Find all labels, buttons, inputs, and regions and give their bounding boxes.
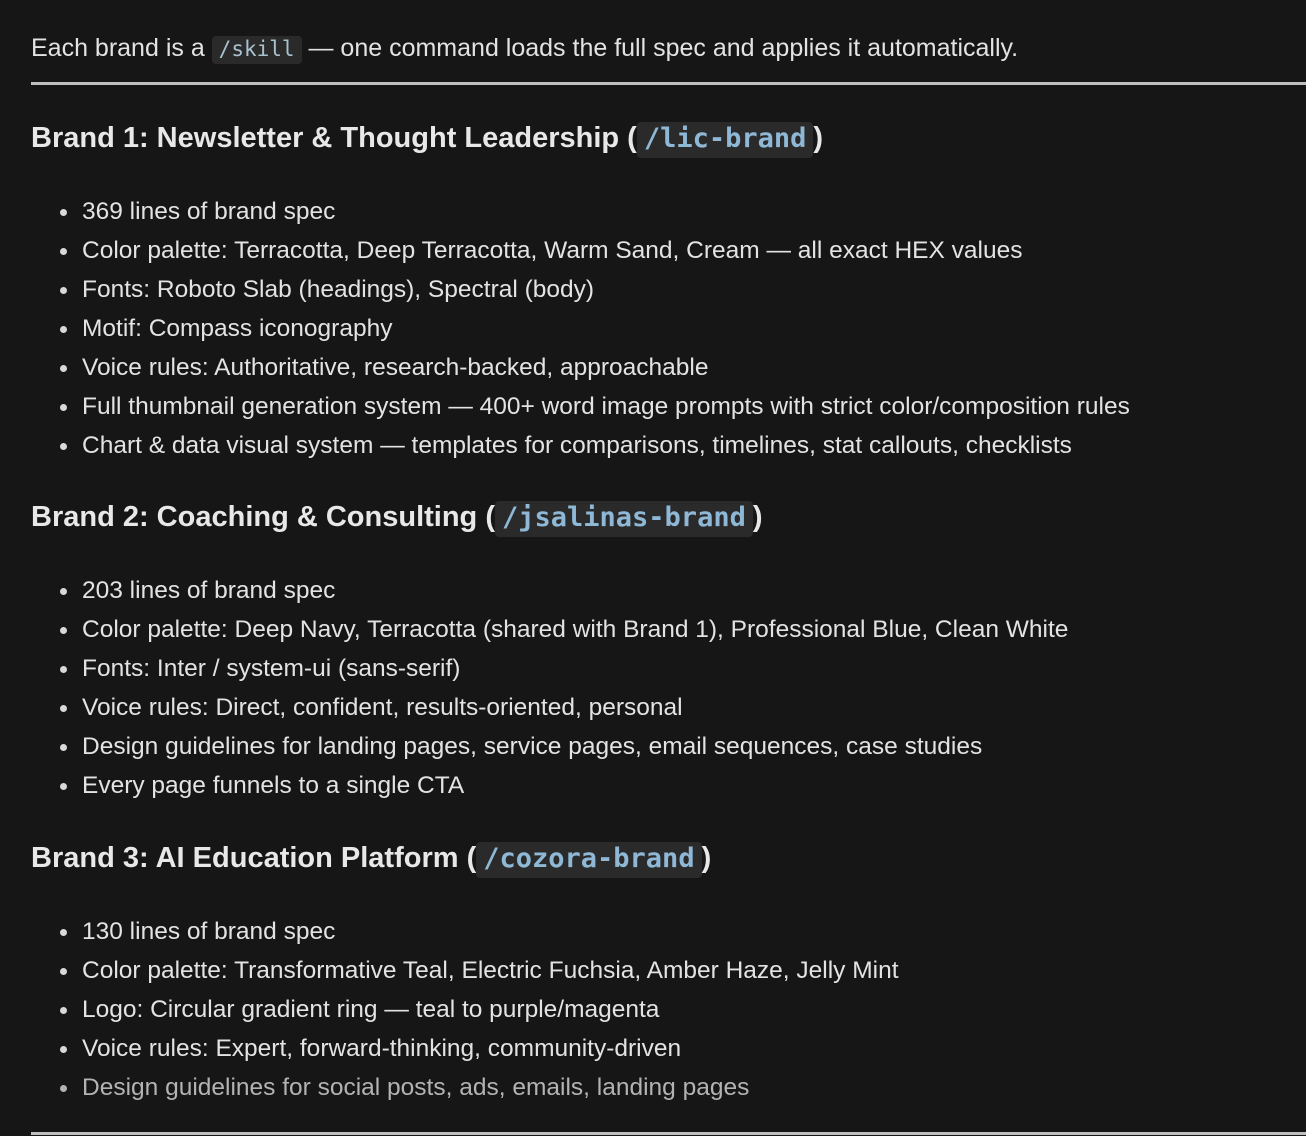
brand-2-section xyxy=(31,497,1306,805)
list-item: Design guidelines for social posts, ads, emails, landing pages xyxy=(31,1068,1306,1107)
list-item: Voice rules: Authoritative, research-backed, approachable xyxy=(31,348,1306,387)
list-item: Color palette: Deep Navy, Terracotta (shared with Brand 1), Professional Blue, Clean White xyxy=(31,610,1306,649)
list-item: Voice rules: Direct, confident, results-oriented, personal xyxy=(31,688,1306,727)
list-item: Voice rules: Expert, forward-thinking, community-driven xyxy=(31,1029,1306,1068)
brand-1-command-code: /lic-brand xyxy=(637,122,814,158)
brand-1-section xyxy=(31,118,1306,465)
list-item: 130 lines of brand spec xyxy=(31,912,1306,951)
brand-3-heading-close: ) xyxy=(701,842,712,874)
list-item: 203 lines of brand spec xyxy=(31,571,1306,610)
list-item: Color palette: Transformative Teal, Electric Fuchsia, Amber Haze, Jelly Mint xyxy=(31,951,1306,990)
brand-1-heading-close: ) xyxy=(813,122,824,154)
list-item: Motif: Compass iconography xyxy=(31,309,1306,348)
list-item: Every page funnels to a single CTA xyxy=(31,766,1306,805)
brand-1-heading xyxy=(31,118,1306,159)
bottom-divider xyxy=(31,1132,1306,1135)
brand-3-section xyxy=(31,838,1306,1107)
list-item: Design guidelines for landing pages, service pages, email sequences, case studies xyxy=(31,727,1306,766)
list-item: Color palette: Terracotta, Deep Terracotta, Warm Sand, Cream — all exact HEX values xyxy=(31,231,1306,270)
brand-2-command-code: /jsalinas-brand xyxy=(495,501,753,537)
skill-command-code: /skill xyxy=(212,36,302,64)
brand-2-heading-close: ) xyxy=(752,501,763,533)
brand-3-command-code: /cozora-brand xyxy=(476,842,701,878)
top-divider xyxy=(31,82,1306,85)
list-item: Full thumbnail generation system — 400+ word image prompts with strict color/composition rules xyxy=(31,387,1306,426)
brand-2-heading-text: Brand 2: Coaching & Consulting ( xyxy=(31,501,495,533)
intro-text-before: Each brand is a xyxy=(31,34,212,62)
intro-text-after: — one command loads the full spec and applies it automatically. xyxy=(301,34,1019,62)
list-item: Logo: Circular gradient ring — teal to purple/magenta xyxy=(31,990,1306,1029)
brand-3-list xyxy=(31,912,1306,1107)
document-body xyxy=(31,0,1306,1101)
intro-paragraph xyxy=(31,0,1306,66)
brand-2-heading xyxy=(31,497,1306,538)
brand-3-heading-text: Brand 3: AI Education Platform ( xyxy=(31,842,477,874)
brand-2-list xyxy=(31,571,1306,805)
brand-3-heading xyxy=(31,838,1306,879)
list-item: Fonts: Inter / system-ui (sans-serif) xyxy=(31,649,1306,688)
list-item: Fonts: Roboto Slab (headings), Spectral (body) xyxy=(31,270,1306,309)
list-item: 369 lines of brand spec xyxy=(31,192,1306,231)
brand-1-list xyxy=(31,192,1306,465)
list-item: Chart & data visual system — templates for comparisons, timelines, stat callouts, checklists xyxy=(31,426,1306,465)
brand-1-heading-text: Brand 1: Newsletter & Thought Leadership ( xyxy=(31,122,637,154)
